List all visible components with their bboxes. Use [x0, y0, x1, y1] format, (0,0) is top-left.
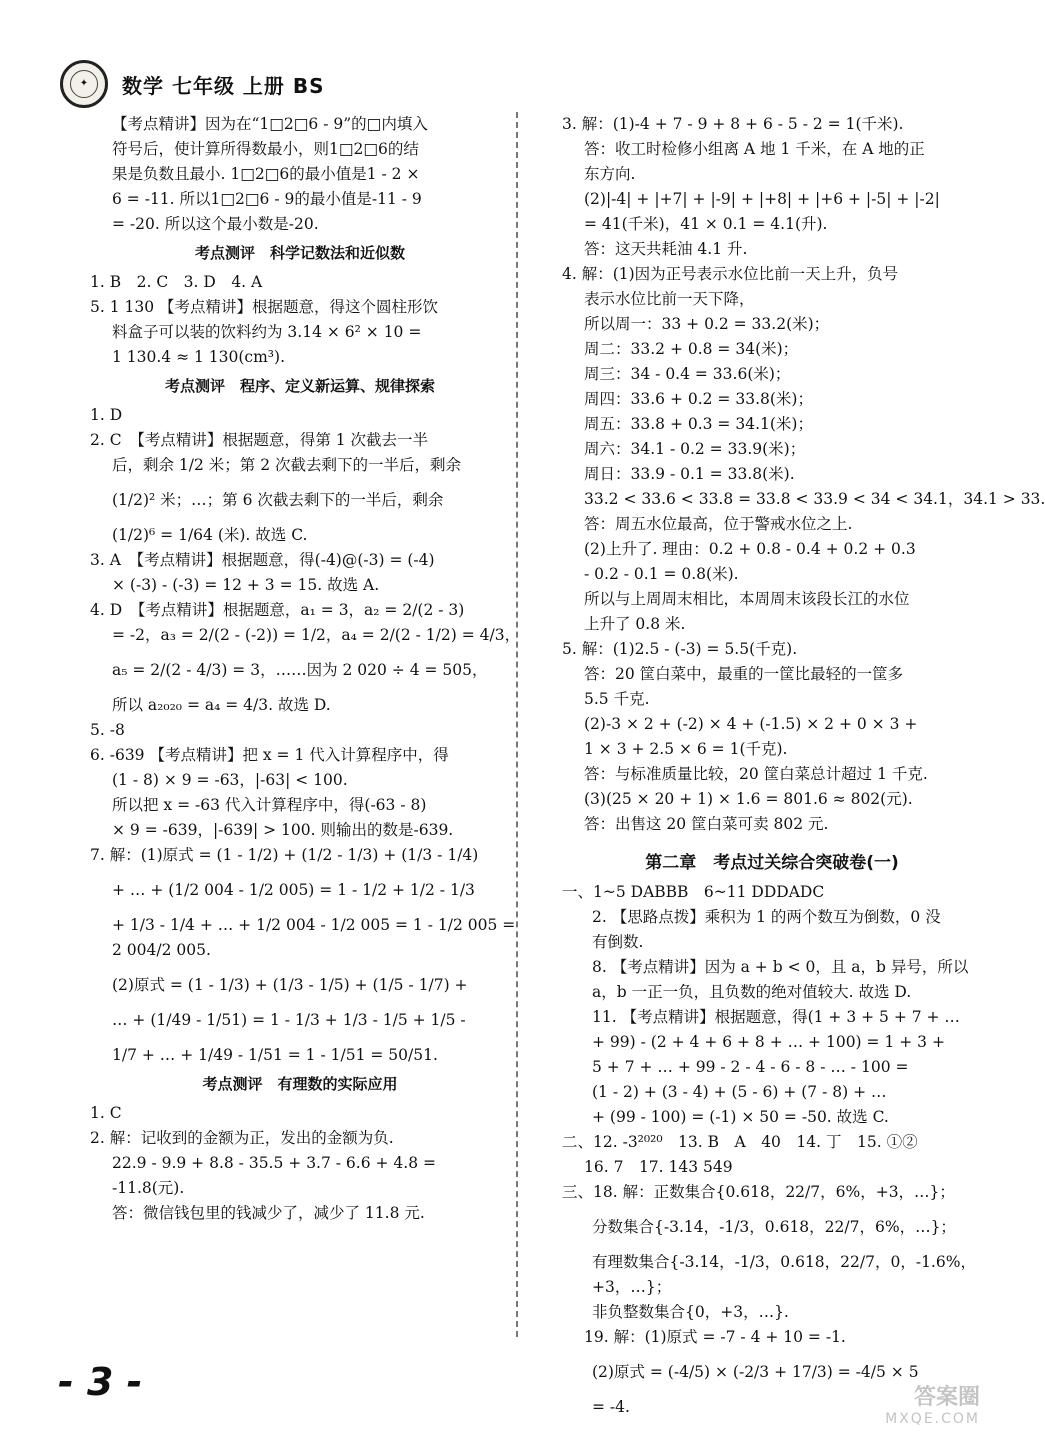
page-number: - 3 - [58, 1360, 143, 1404]
answer-line: 5 + 7 + … + 99 - 2 - 4 - 6 - 8 - … - 100 = [592, 1058, 909, 1076]
answer-line: 3. A 【考点精讲】根据题意，得(-4)@(-3) = (-4) [90, 551, 435, 569]
answer-line: 5. 解：(1)2.5 - (-3) = 5.5(千克). [562, 640, 798, 658]
answer-line: 周日：33.9 - 0.1 = 33.8(米). [584, 465, 795, 483]
answer-line: 后，剩余 1/2 米；第 2 次截去剩下的一半后，剩余 [112, 456, 462, 474]
answer-line: 上升了 0.8 米. [584, 615, 686, 633]
answer-line: 答：微信钱包里的钱减少了，减少了 11.8 元. [112, 1204, 425, 1222]
answer-line: 答：周五水位最高，位于警戒水位之上. [584, 515, 853, 533]
answer-line: 2. 【思路点拨】乘积为 1 的两个数互为倒数，0 没 [592, 908, 941, 926]
answer-line: 周二：33.2 + 0.8 = 34(米)； [584, 340, 799, 358]
answer-line: 8. 【考点精讲】因为 a + b < 0，且 a，b 异号，所以 [592, 958, 969, 976]
answer-line: 33.2 < 33.6 < 33.8 = 33.8 < 33.9 < 34 < 34.1，34.1 > 33. [584, 490, 1045, 508]
answer-line: 1/7 + … + 1/49 - 1/51 = 1 - 1/51 = 50/51. [112, 1046, 438, 1064]
section-heading: 第二章 考点过关综合突破卷(一) [645, 853, 899, 873]
answer-line: (3)(25 × 20 + 1) × 1.6 = 801.6 ≈ 802(元). [584, 790, 913, 808]
answer-line: 4. D 【考点精讲】根据题意，a₁ = 3，a₂ = 2/(2 - 3) [90, 601, 465, 619]
answer-line: 答：这天共耗油 4.1 升. [584, 240, 748, 258]
section-heading: 考点测评 程序、定义新运算、规律探索 [164, 377, 435, 395]
answer-line: 4. 解：(1)因为正号表示水位比前一天上升，负号 [562, 265, 899, 283]
answer-line: 二、12. -3²⁰²⁰ 13. B A 40 14. 丁 15. ①② [562, 1133, 918, 1151]
line-gap [90, 478, 510, 488]
answer-line: × 9 = -639，|-639| > 100. 则输出的数是-639. [112, 821, 454, 839]
answer-line: 所以把 x = -63 代入计算程序中，得(-63 - 8) [112, 796, 427, 814]
answer-line: = 41(千米)，41 × 0.1 = 4.1(升). [584, 215, 828, 233]
answer-line: 5.5 千克. [584, 690, 650, 708]
answer-line: (1 - 8) × 9 = -63，|-63| < 100. [112, 771, 348, 789]
answer-line: … + (1/49 - 1/51) = 1 - 1/3 + 1/3 - 1/5 + 1/5 - [112, 1011, 466, 1029]
answer-line: 果是负数且最小. 1□2□6的最小值是1 - 2 × [112, 165, 420, 183]
brand-logo-icon [60, 60, 108, 108]
left-column [90, 112, 521, 1226]
line-gap [90, 683, 510, 693]
answer-line: 19. 解：(1)原式 = -7 - 4 + 10 = -1. [584, 1328, 846, 1346]
answer-line: 1. C [90, 1104, 122, 1122]
answer-line: 非负整数集合{0，+3，…}. [592, 1303, 789, 1321]
answer-line: (2)原式 = (-4/5) × (-2/3 + 17/3) = -4/5 × 5 [592, 1363, 919, 1381]
answer-line: 答：20 筐白菜中，最重的一筐比最轻的一筐多 [584, 665, 904, 683]
answer-line: 3. 解：(1)-4 + 7 - 9 + 8 + 6 - 5 - 2 = 1(千米). [562, 115, 904, 133]
watermark-text: 答案圈 [913, 1385, 980, 1410]
answer-line: = -4. [592, 1398, 630, 1416]
answer-line: 6 = -11. 所以1□2□6 - 9的最小值是-11 - 9 [112, 190, 422, 208]
answer-line: 1. D [90, 406, 123, 424]
line-gap [90, 903, 510, 913]
answer-line: 三、18. 解：正数集合{0.618，22/7，6%，+3，…}； [562, 1183, 955, 1201]
header-title: 数学 七年级 上册 BS [122, 74, 325, 98]
answer-line: = -2，a₃ = 2/(2 - (-2)) = 1/2，a₄ = 2/(2 - 1/2) = 4/3， [112, 626, 521, 644]
answer-line: 所以 a₂₀₂₀ = a₄ = 4/3. 故选 D. [112, 696, 331, 714]
answer-line: 所以周一：33 + 0.2 = 33.2(米)； [584, 315, 830, 333]
answer-line: 1 130.4 ≈ 1 130(cm³). [112, 348, 285, 366]
answer-line: 【考点精讲】因为在“1□2□6 - 9”的□内填入 [112, 115, 428, 133]
answer-line: 料盒子可以装的饮料约为 3.14 × 6² × 10 = [112, 323, 422, 341]
answer-line: 分数集合{-3.14，-1/3，0.618，22/7，6%，…}； [592, 1218, 956, 1236]
answer-line: + (99 - 100) = (-1) × 50 = -50. 故选 C. [592, 1108, 889, 1126]
answer-line: 符号后，使计算所得数最小，则1□2□6的结 [112, 140, 419, 158]
answer-line: 周六：34.1 - 0.2 = 33.9(米)； [584, 440, 806, 458]
answer-line: 2. C 【考点精讲】根据题意，得第 1 次截去一半 [90, 431, 429, 449]
right-column [562, 112, 1045, 1420]
answer-line: 有倒数. [592, 933, 644, 951]
answer-line: + … + (1/2 004 - 1/2 005) = 1 - 1/2 + 1/2 - 1/3 [112, 881, 475, 899]
watermark-url: MXQE.COM [885, 1411, 980, 1427]
answer-line: 周四：33.6 + 0.2 = 33.8(米)； [584, 390, 813, 408]
answer-line: 1 × 3 + 2.5 × 6 = 1(千克). [584, 740, 788, 758]
line-gap [562, 1240, 982, 1250]
line-gap [90, 648, 510, 658]
answer-line: (1 - 2) + (3 - 4) + (5 - 6) + (7 - 8) + … [592, 1083, 887, 1101]
watermark [800, 1380, 980, 1440]
answer-line: 22.9 - 9.9 + 8.8 - 35.5 + 3.7 - 6.6 + 4.8 = [112, 1154, 436, 1172]
line-gap [90, 1033, 510, 1043]
answer-line: a，b 一正一负，且负数的绝对值较大. 故选 D. [592, 983, 912, 1001]
answer-line: 11. 【考点精讲】根据题意，得(1 + 3 + 5 + 7 + … [592, 1008, 960, 1026]
line-gap [90, 513, 510, 523]
answer-line: (1/2)² 米；…；第 6 次截去剩下的一半后，剩余 [112, 491, 444, 509]
answer-line: = -20. 所以这个最小数是-20. [112, 215, 319, 233]
answer-line: - 0.2 - 0.1 = 0.8(米). [584, 565, 739, 583]
answer-line: 东方向. [584, 165, 636, 183]
page-header [60, 60, 940, 108]
answer-line: + 1/3 - 1/4 + … + 1/2 004 - 1/2 005 = 1 - 1/2 005 = [112, 916, 516, 934]
answer-line: × (-3) - (-3) = 12 + 3 = 15. 故选 A. [112, 576, 380, 594]
answer-line: 16. 7 17. 143 549 [584, 1158, 733, 1176]
answer-line: 有理数集合{-3.14，-1/3，0.618，22/7，0，-1.6%， [592, 1253, 976, 1271]
answer-line: 答：收工时检修小组离 A 地 1 千米，在 A 地的正 [584, 140, 925, 158]
answer-line: 2. 解：记收到的金额为正，发出的金额为负. [90, 1129, 394, 1147]
answer-line: (2)原式 = (1 - 1/3) + (1/3 - 1/5) + (1/5 - 1/7) + [112, 976, 468, 994]
answer-line: 周五：33.8 + 0.3 = 34.1(米)； [584, 415, 813, 433]
answer-line: a₅ = 2/(2 - 4/3) = 3，……因为 2 020 ÷ 4 = 505， [112, 661, 488, 679]
answer-line: 答：出售这 20 筐白菜可卖 802 元. [584, 815, 829, 833]
answer-line: + 99) - (2 + 4 + 6 + 8 + … + 100) = 1 + 3 + [592, 1033, 945, 1051]
answer-line: (2)|-4| + |+7| + |-9| + |+8| + |+6 + |-5| + |-2| [584, 190, 940, 208]
answer-line: 周三：34 - 0.4 = 33.6(米)； [584, 365, 791, 383]
answer-line: 所以与上周周末相比，本周周末该段长江的水位 [584, 590, 910, 608]
answer-line: 表示水位比前一天下降， [584, 290, 755, 308]
logo-emblem-icon: ✦ [70, 70, 98, 98]
answer-line: +3，…}； [592, 1278, 672, 1296]
answer-line: 5. 1 130 【考点精讲】根据题意，得这个圆柱形饮 [90, 298, 439, 316]
answer-line: 7. 解：(1)原式 = (1 - 1/2) + (1/2 - 1/3) + (1/3 - 1/4) [90, 846, 479, 864]
column-divider [516, 112, 518, 1337]
line-gap [90, 963, 510, 973]
answer-line: 5. -8 [90, 721, 125, 739]
line-gap [562, 1205, 982, 1215]
answer-line: 一、1~5 DABBB 6~11 DDDADC [562, 883, 825, 901]
answer-line: 1. B 2. C 3. D 4. A [90, 273, 263, 291]
answer-line: 2 004/2 005. [112, 941, 211, 959]
section-heading: 考点测评 科学记数法和近似数 [194, 244, 405, 262]
answer-line: (1/2)⁶ = 1/64 (米). 故选 C. [112, 526, 308, 544]
answer-line: -11.8(元). [112, 1179, 185, 1197]
answer-line: (2)上升了. 理由：0.2 + 0.8 - 0.4 + 0.2 + 0.3 [584, 540, 916, 558]
answer-line: 6. -639 【考点精讲】把 x = 1 代入计算程序中，得 [90, 746, 449, 764]
answer-line: 答：与标准质量比较，20 筐白菜总计超过 1 千克. [584, 765, 928, 783]
section-heading: 考点测评 有理数的实际应用 [202, 1075, 398, 1093]
line-gap [90, 998, 510, 1008]
answer-line: (2)-3 × 2 + (-2) × 4 + (-1.5) × 2 + 0 × 3 + [584, 715, 918, 733]
line-gap [562, 1350, 982, 1360]
line-gap [90, 868, 510, 878]
